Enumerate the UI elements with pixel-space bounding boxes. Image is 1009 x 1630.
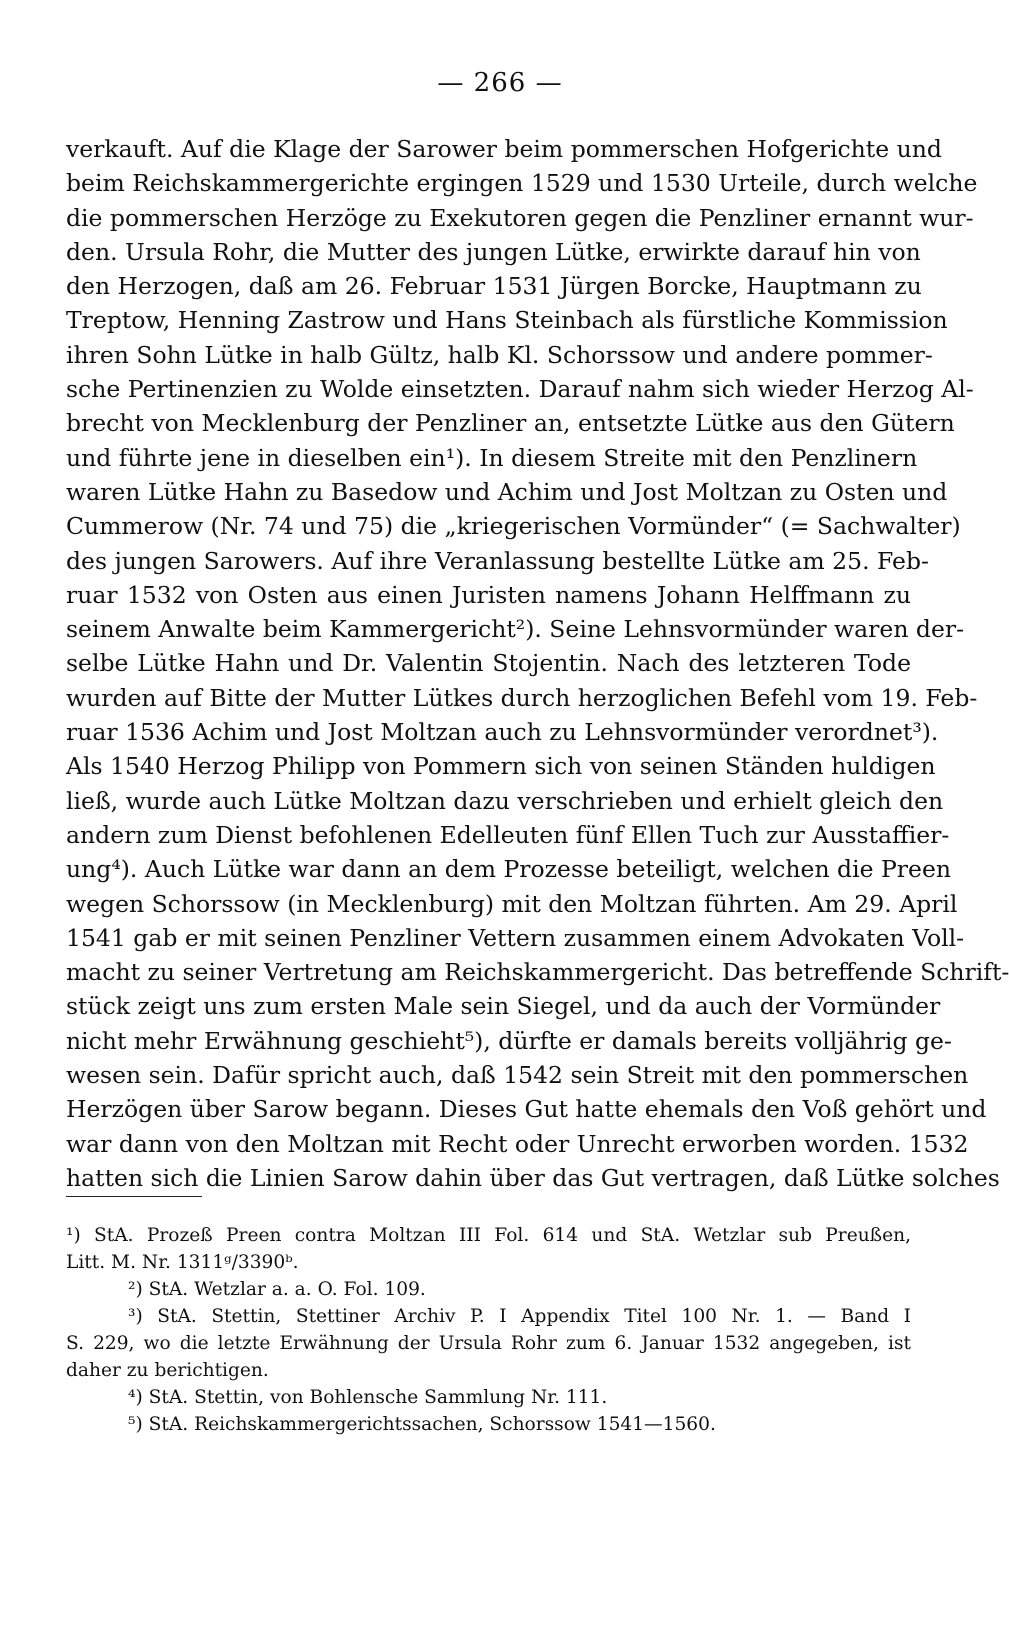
footnote-3-continuation: S. 229, wo die letzte Erwähnung der Ursula Rohr zum 6. Januar 1532 angegeben, ist	[66, 1333, 911, 1354]
body-line: Cummerow (Nr. 74 und 75) die „kriegerischen Vormünder“ (= Sachwalter)	[66, 512, 961, 541]
body-line: wesen sein. Dafür spricht auch, daß 1542 sein Streit mit den pommerschen	[66, 1061, 969, 1090]
body-line: Herzögen über Sarow begann. Dieses Gut hatte ehemals den Voß gehört und	[66, 1095, 987, 1124]
body-line: verkauft. Auf die Klage der Sarower beim pommerschen Hofgerichte und	[66, 135, 942, 163]
body-line: ung⁴). Auch Lütke war dann an dem Prozesse beteiligt, welchen die Preen	[66, 855, 951, 884]
footnote-5: ⁵) StA. Reichskammergerichtssachen, Schorssow 1541—1560.	[128, 1414, 716, 1435]
body-line: Treptow, Henning Zastrow und Hans Steinbach als fürstliche Kommission	[66, 306, 948, 335]
body-line: macht zu seiner Vertretung am Reichskammergericht. Das betreffende Schrift-	[66, 958, 1009, 987]
footnote-3-continuation: daher zu berichtigen.	[66, 1360, 269, 1381]
footnote-4: ⁴) StA. Stettin, von Bohlensche Sammlung Nr. 111.	[128, 1387, 608, 1408]
body-line: den. Ursula Rohr, die Mutter des jungen Lütke, erwirkte darauf hin von	[66, 237, 921, 266]
page-number: — 266 —	[437, 68, 563, 98]
body-line: waren Lütke Hahn zu Basedow und Achim und Jost Moltzan zu Osten und	[66, 477, 948, 506]
body-line: selbe Lütke Hahn und Dr. Valentin Stojentin. Nach des letzteren Tode	[66, 649, 911, 678]
body-line: Als 1540 Herzog Philipp von Pommern sich von seinen Ständen huldigen	[66, 752, 936, 781]
body-line: seinem Anwalte beim Kammergericht²). Seine Lehnsvormünder waren der-	[66, 615, 965, 644]
body-line: und führte jene in dieselben ein¹). In diesem Streite mit den Penzlinern	[66, 443, 918, 472]
body-line: hatten sich die Linien Sarow dahin über das Gut vertragen, daß Lütke solches	[66, 1163, 1000, 1192]
footnote-3: ³) StA. Stettin, Stettiner Archiv P. I Appendix Titel 100 Nr. 1. — Band I	[128, 1306, 911, 1327]
body-line: stück zeigt uns zum ersten Male sein Siegel, und da auch der Vormünder	[66, 992, 941, 1021]
body-line: die pommerschen Herzöge zu Exekutoren gegen die Penzliner ernannt wur-	[66, 203, 974, 232]
footnote-divider	[66, 1196, 202, 1197]
body-line: wegen Schorssow (in Mecklenburg) mit den Moltzan führten. Am 29. April	[66, 889, 958, 918]
body-line: ruar 1532 von Osten aus einen Juristen namens Johann Helffmann zu	[66, 580, 911, 609]
body-line: wurden auf Bitte der Mutter Lütkes durch herzoglichen Befehl vom 19. Feb-	[66, 683, 978, 712]
body-line: nicht mehr Erwähnung geschieht⁵), dürfte er damals bereits volljährig ge-	[66, 1026, 952, 1055]
body-line: andern zum Dienst befohlenen Edelleuten fünf Ellen Tuch zur Ausstaffier-	[66, 820, 950, 849]
body-line: ruar 1536 Achim und Jost Moltzan auch zu Lehnsvormünder verordnet³).	[66, 718, 939, 747]
body-line: beim Reichskammergerichte ergingen 1529 und 1530 Urteile, durch welche	[66, 169, 978, 198]
body-line: sche Pertinenzien zu Wolde einsetzten. Darauf nahm sich wieder Herzog Al-	[66, 375, 974, 404]
body-text	[66, 132, 1009, 1195]
body-line: ließ, wurde auch Lütke Moltzan dazu verschrieben und erhielt gleich den	[66, 786, 944, 815]
body-line: des jungen Sarowers. Auf ihre Veranlassung bestellte Lütke am 25. Feb-	[66, 546, 929, 575]
footnote-1: ¹) StA. Prozeß Preen contra Moltzan III Fol. 614 und StA. Wetzlar sub Preußen,	[66, 1225, 911, 1246]
body-line: brecht von Mecklenburg der Penzliner an, entsetzte Lütke aus den Gütern	[66, 409, 955, 438]
body-line: 1541 gab er mit seinen Penzliner Vettern zusammen einem Advokaten Voll-	[66, 923, 965, 952]
footnotes	[66, 1222, 911, 1438]
footnote-2: ²) StA. Wetzlar a. a. O. Fol. 109.	[128, 1279, 426, 1300]
body-line: war dann von den Moltzan mit Recht oder Unrecht erworben worden. 1532	[66, 1129, 969, 1158]
footnote-1-continuation: Litt. M. Nr. 1311ᵍ/3390ᵇ.	[66, 1252, 299, 1273]
body-line: ihren Sohn Lütke in halb Gültz, halb Kl. Schorssow und andere pommer-	[66, 340, 933, 369]
body-line: den Herzogen, daß am 26. Februar 1531 Jürgen Borcke, Hauptmann zu	[66, 272, 922, 301]
